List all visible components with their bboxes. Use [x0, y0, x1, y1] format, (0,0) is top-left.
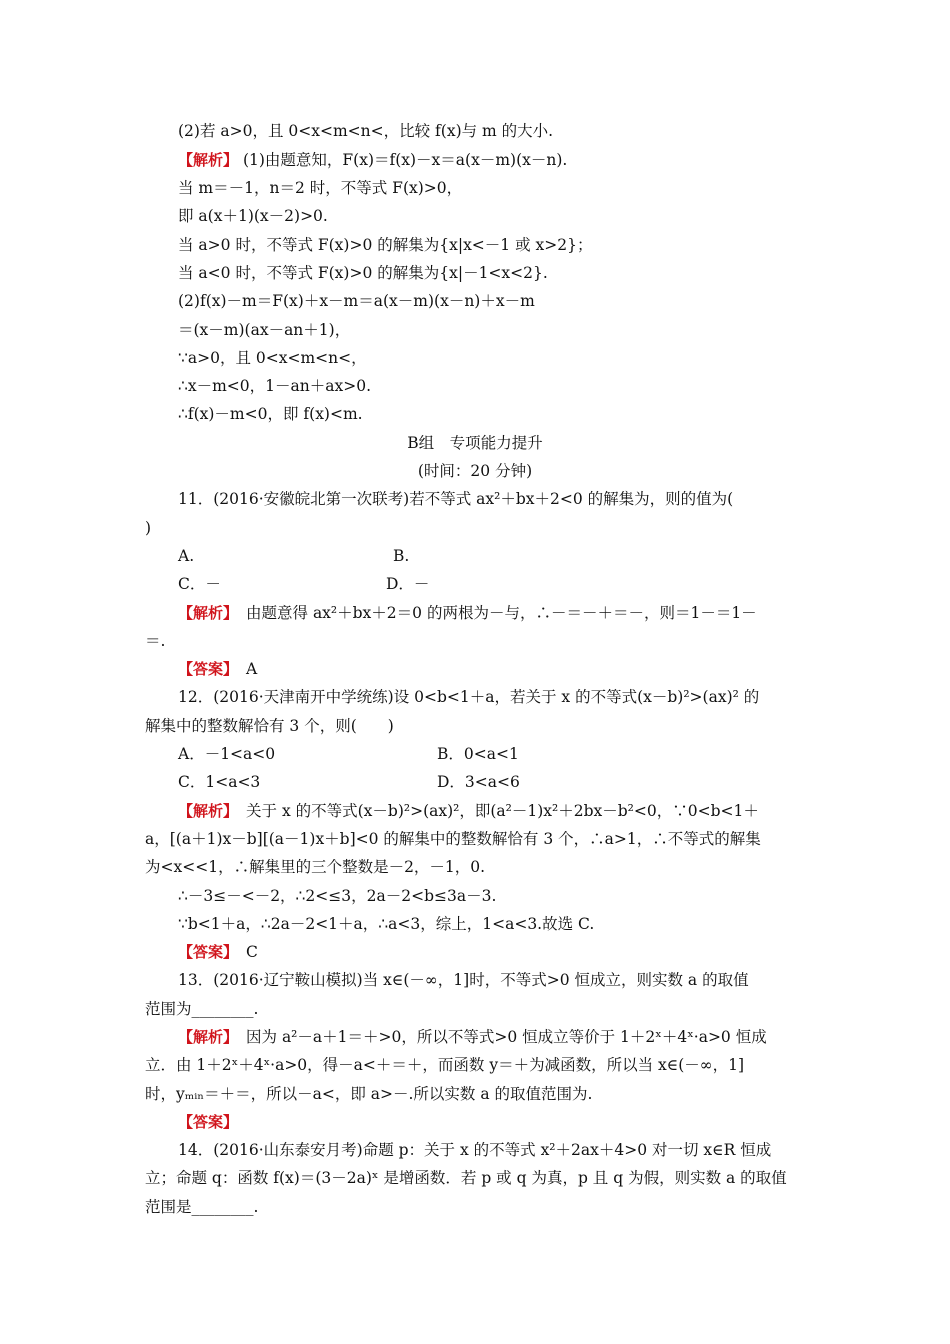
- line-text: ): [145, 519, 152, 537]
- text-line: [145, 829, 761, 849]
- line-text: 关于 x 的不等式(x－b)²>(ax)²，即(a²－1)x²＋2bx－b²<0，∵0<b<1＋: [230, 802, 759, 820]
- text-line: [178, 744, 275, 764]
- line-text: (2)f(x)－m＝F(x)＋x－m＝a(x－m)(x－n)＋x－m: [178, 292, 535, 310]
- line-text: (1)由题意知，F(x)＝f(x)－x＝a(x－m)(x－n).: [238, 151, 568, 169]
- answer-option: D．－: [386, 575, 430, 593]
- line-text: ∴－3≤－<－2，∴2<≤3，2a－2<b≤3a－3.: [178, 887, 497, 905]
- text-line: [178, 886, 496, 906]
- line-text: 14．(2016·山东泰安月考)命题 p：关于 x 的不等式 x²＋2ax＋4>0 对一切 x∈R 恒成: [178, 1141, 772, 1159]
- section-tag: 【答案】: [178, 1113, 239, 1131]
- line-text: 12．(2016·天津南开中学统练)设 0<b<1＋a，若关于 x 的不等式(x－b)²>(ax)² 的: [178, 688, 760, 706]
- line-text: ＝.: [145, 632, 166, 650]
- answer-option: B.: [393, 547, 410, 565]
- text-line: [178, 659, 257, 679]
- line-text: 当 a<0 时，不等式 F(x)>0 的解集为{x|－1<x<2}.: [178, 264, 548, 282]
- section-tag: 【答案】: [178, 660, 231, 678]
- text-line: [178, 1140, 771, 1160]
- text-line: [0, 433, 950, 453]
- line-text: 11．(2016·安徽皖北第一次联考)若不等式 ax²＋bx＋2<0 的解集为，则的值为(: [178, 490, 734, 508]
- text-line: [178, 235, 592, 255]
- line-text: 时，yₘᵢₙ＝＋＝，所以－a<，即 a>－.所以实数 a 的取值范围为.: [145, 1085, 593, 1103]
- text-line: [178, 574, 221, 594]
- line-text: 当 m＝－1，n＝2 时，不等式 F(x)>0，: [178, 179, 463, 197]
- line-text: A．－1<a<0: [178, 745, 276, 763]
- section-tag: 【解析】: [178, 1028, 231, 1046]
- line-text: 13．(2016·辽宁鞍山模拟)当 x∈(－∞，1]时，不等式>0 恒成立，则实数 a 的取值: [178, 971, 749, 989]
- line-text: 解集中的整数解恰有 3 个，则( ): [145, 717, 394, 735]
- text-line: [145, 1197, 258, 1217]
- text-line: [178, 263, 548, 283]
- line-text: A.: [178, 547, 195, 565]
- section-tag: 【答案】: [178, 943, 231, 961]
- line-text: 当 a>0 时，不等式 F(x)>0 的解集为{x|x<－1 或 x>2}；: [178, 236, 593, 254]
- line-text: 立．由 1＋2ˣ＋4ˣ·a>0，得－a<＋＝＋，而函数 y＝＋为减函数，所以当 x∈(－∞，1]: [145, 1056, 745, 1074]
- line-text: ∴x－m<0，1－an＋ax>0.: [178, 377, 371, 395]
- line-text: ∴f(x)－m<0，即 f(x)<m.: [178, 405, 363, 423]
- answer-option: B．0<a<1: [437, 745, 519, 763]
- text-line: [178, 1112, 238, 1132]
- line-text: 由题意得 ax²＋bx＋2＝0 的两根为－与，∴－＝－＋＝－，则＝1－＝1－: [230, 604, 757, 622]
- text-line: [178, 1027, 767, 1047]
- line-text: (时间：20 分钟): [417, 462, 533, 480]
- text-line: [178, 376, 371, 396]
- text-line: [178, 546, 194, 566]
- text-line: [178, 687, 759, 707]
- section-tag: 【解析】: [178, 604, 231, 622]
- text-line: [178, 942, 258, 962]
- text-line: [0, 461, 950, 481]
- line-text: ∵b<1＋a，∴2a－2<1＋a，∴a<3，综上，1<a<3.故选 C.: [178, 915, 595, 933]
- text-line: [178, 489, 733, 509]
- text-line: [145, 1168, 787, 1188]
- text-line: [145, 518, 151, 538]
- line-text: 范围为________.: [145, 1000, 259, 1018]
- line-text: ＝(x－m)(ax－an＋1)，: [178, 321, 351, 339]
- text-line: [178, 150, 567, 170]
- line-text: B组 专项能力提升: [407, 434, 543, 452]
- text-line: [178, 801, 759, 821]
- line-text: C: [230, 943, 258, 961]
- text-line: [178, 603, 757, 623]
- line-text: C．1<a<3: [178, 773, 261, 791]
- line-text: 即 a(x＋1)(x－2)>0.: [178, 207, 328, 225]
- line-text: 立；命题 q：函数 f(x)＝(3－2a)ˣ 是增函数．若 p 或 q 为真，p 且 q 为假，则实数 a 的取值: [145, 1169, 787, 1187]
- text-line: [145, 716, 394, 736]
- text-line: [145, 631, 165, 651]
- text-line: [145, 857, 485, 877]
- line-text: 为<x<<1，∴解集里的三个整数是－2，－1，0.: [145, 858, 486, 876]
- text-line: [145, 1055, 744, 1075]
- text-line: [145, 999, 258, 1019]
- line-text: A: [230, 660, 258, 678]
- text-line: [178, 970, 749, 990]
- answer-option: D．3<a<6: [437, 773, 520, 791]
- line-text: 因为 a²－a＋1＝＋>0，所以不等式>0 恒成立等价于 1＋2ˣ＋4ˣ·a>0 恒成: [230, 1028, 767, 1046]
- line-text: C．－: [178, 575, 221, 593]
- text-line: [178, 320, 350, 340]
- text-line: [178, 291, 535, 311]
- text-line: [178, 121, 553, 141]
- text-line: [178, 348, 367, 368]
- text-line: [178, 178, 462, 198]
- text-line: [178, 772, 260, 792]
- text-line: [178, 914, 594, 934]
- section-tag: 【解析】: [178, 802, 231, 820]
- line-text: 范围是________.: [145, 1198, 259, 1216]
- text-line: [178, 404, 363, 424]
- line-text: ∵a>0，且 0<x<m<n<，: [178, 349, 367, 367]
- line-text: a，[(a＋1)x－b][(a－1)x＋b]<0 的解集中的整数解恰有 3 个，∴a>1，∴不等式的解集: [145, 830, 761, 848]
- text-line: [145, 1084, 592, 1104]
- text-line: [178, 206, 328, 226]
- section-tag: 【解析】: [178, 151, 239, 169]
- line-text: (2)若 a>0，且 0<x<m<n<，比较 f(x)与 m 的大小.: [178, 122, 554, 140]
